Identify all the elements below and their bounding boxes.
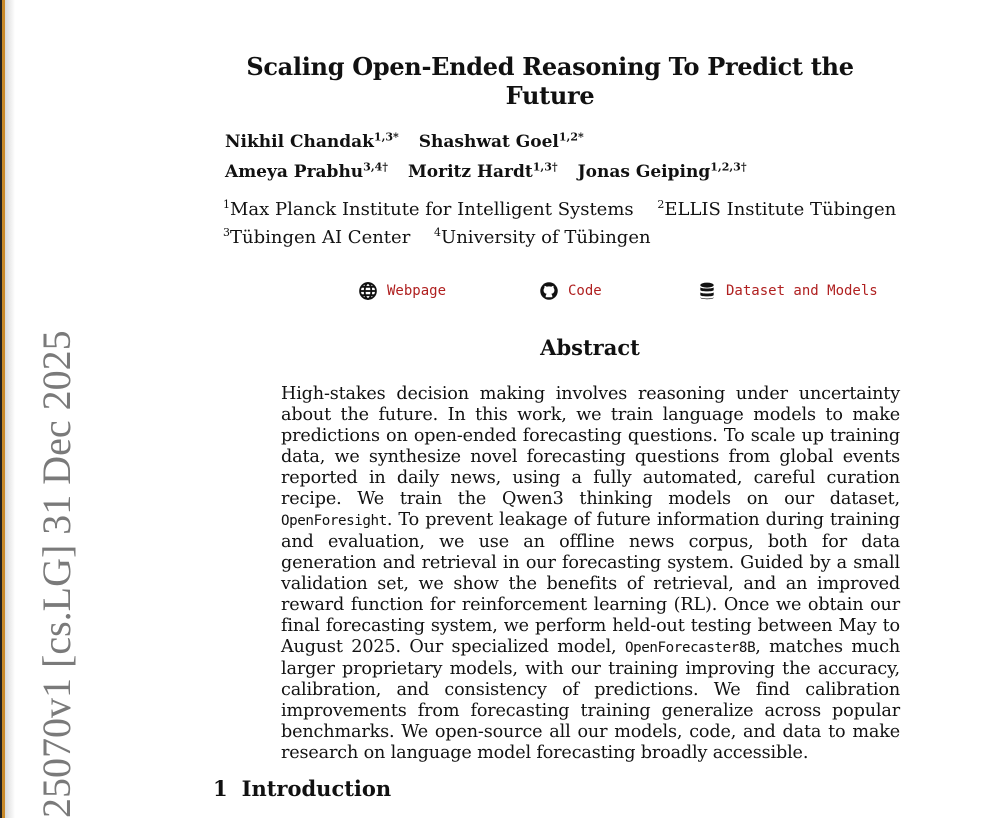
- affiliation-list: [223, 193, 914, 249]
- author: Nikhil Chandak$^{1,3*}$: [225, 130, 399, 152]
- author: Jonas Geiping$^{1,2,3\dagger}$: [577, 160, 747, 183]
- webpage-link-label[interactable]: Webpage: [387, 283, 447, 299]
- author-list: [225, 124, 761, 185]
- code-link[interactable]: [539, 281, 602, 301]
- abstract-heading: Abstract: [540, 335, 640, 360]
- abstract-text: High-stakes decision making involves reasoning under uncertainty about the future. In this work, we train language models to make predictions on open-ended forecasting questions. To scale up training data, we synthesize novel forecasting questions from global events reported in daily news, using a fully automated, careful curation recipe. We train the Qwen3 thinking models on our dataset, OpenForesight. To prevent leakage of future information during training and evaluation, we use an offline news corpus, both for data generation and retrieval in our forecasting system. Guided by a small validation set, we show the benefits of retrieval, and an improved reward function for reinforcement learning (RL). Once we obtain our final forecasting system, we perform held-out testing between May to August 2025. Our specialized model, OpenForecaster8B, matches much larger proprietary models, with our training improving the accuracy, calibration, and consistency of predictions. We find calibration improvements from forecasting training generalize across popular benchmarks. We open-source all our models, code, and data to make research on language model forecasting broadly accessible.: [281, 384, 900, 763]
- affiliation-line: [223, 221, 914, 249]
- dataset-link[interactable]: [697, 281, 878, 301]
- page-edge-shadow: [5, 0, 15, 818]
- section-number: 1: [213, 776, 228, 801]
- webpage-link[interactable]: [358, 281, 446, 301]
- github-icon: [539, 281, 559, 301]
- author-line: [225, 155, 761, 186]
- code-link-label[interactable]: Code: [568, 283, 602, 299]
- author-line: [225, 124, 761, 155]
- resource-links: [0, 281, 1001, 303]
- paper-title: Scaling Open-Ended Reasoning To Predict the Future: [246, 52, 854, 110]
- affiliation: $^1$Max Planck Institute for Intelligent Systems: [223, 198, 634, 220]
- dataset-link-label[interactable]: Dataset and Models: [726, 283, 878, 299]
- section-heading: [213, 776, 391, 801]
- author: Shashwat Goel$^{1,2*}$: [418, 130, 584, 152]
- affiliation: $^3$Tübingen AI Center: [223, 226, 411, 248]
- dataset-name: OpenForesight: [281, 513, 387, 529]
- author: Ameya Prabhu$^{3,4\dagger}$: [225, 160, 389, 183]
- model-name: OpenForecaster8B: [624, 640, 756, 656]
- affiliation: $^2$ELLIS Institute Tübingen: [657, 198, 897, 220]
- database-icon: [697, 281, 717, 301]
- affiliation-line: [223, 193, 914, 221]
- affiliation: $^4$University of Tübingen: [434, 226, 651, 248]
- section-title: Introduction: [241, 776, 392, 801]
- arxiv-stamp: 25070v1 [cs.LG] 31 Dec 2025: [34, 330, 79, 818]
- author: Moritz Hardt$^{1,3\dagger}$: [407, 160, 558, 183]
- globe-icon: [358, 281, 378, 301]
